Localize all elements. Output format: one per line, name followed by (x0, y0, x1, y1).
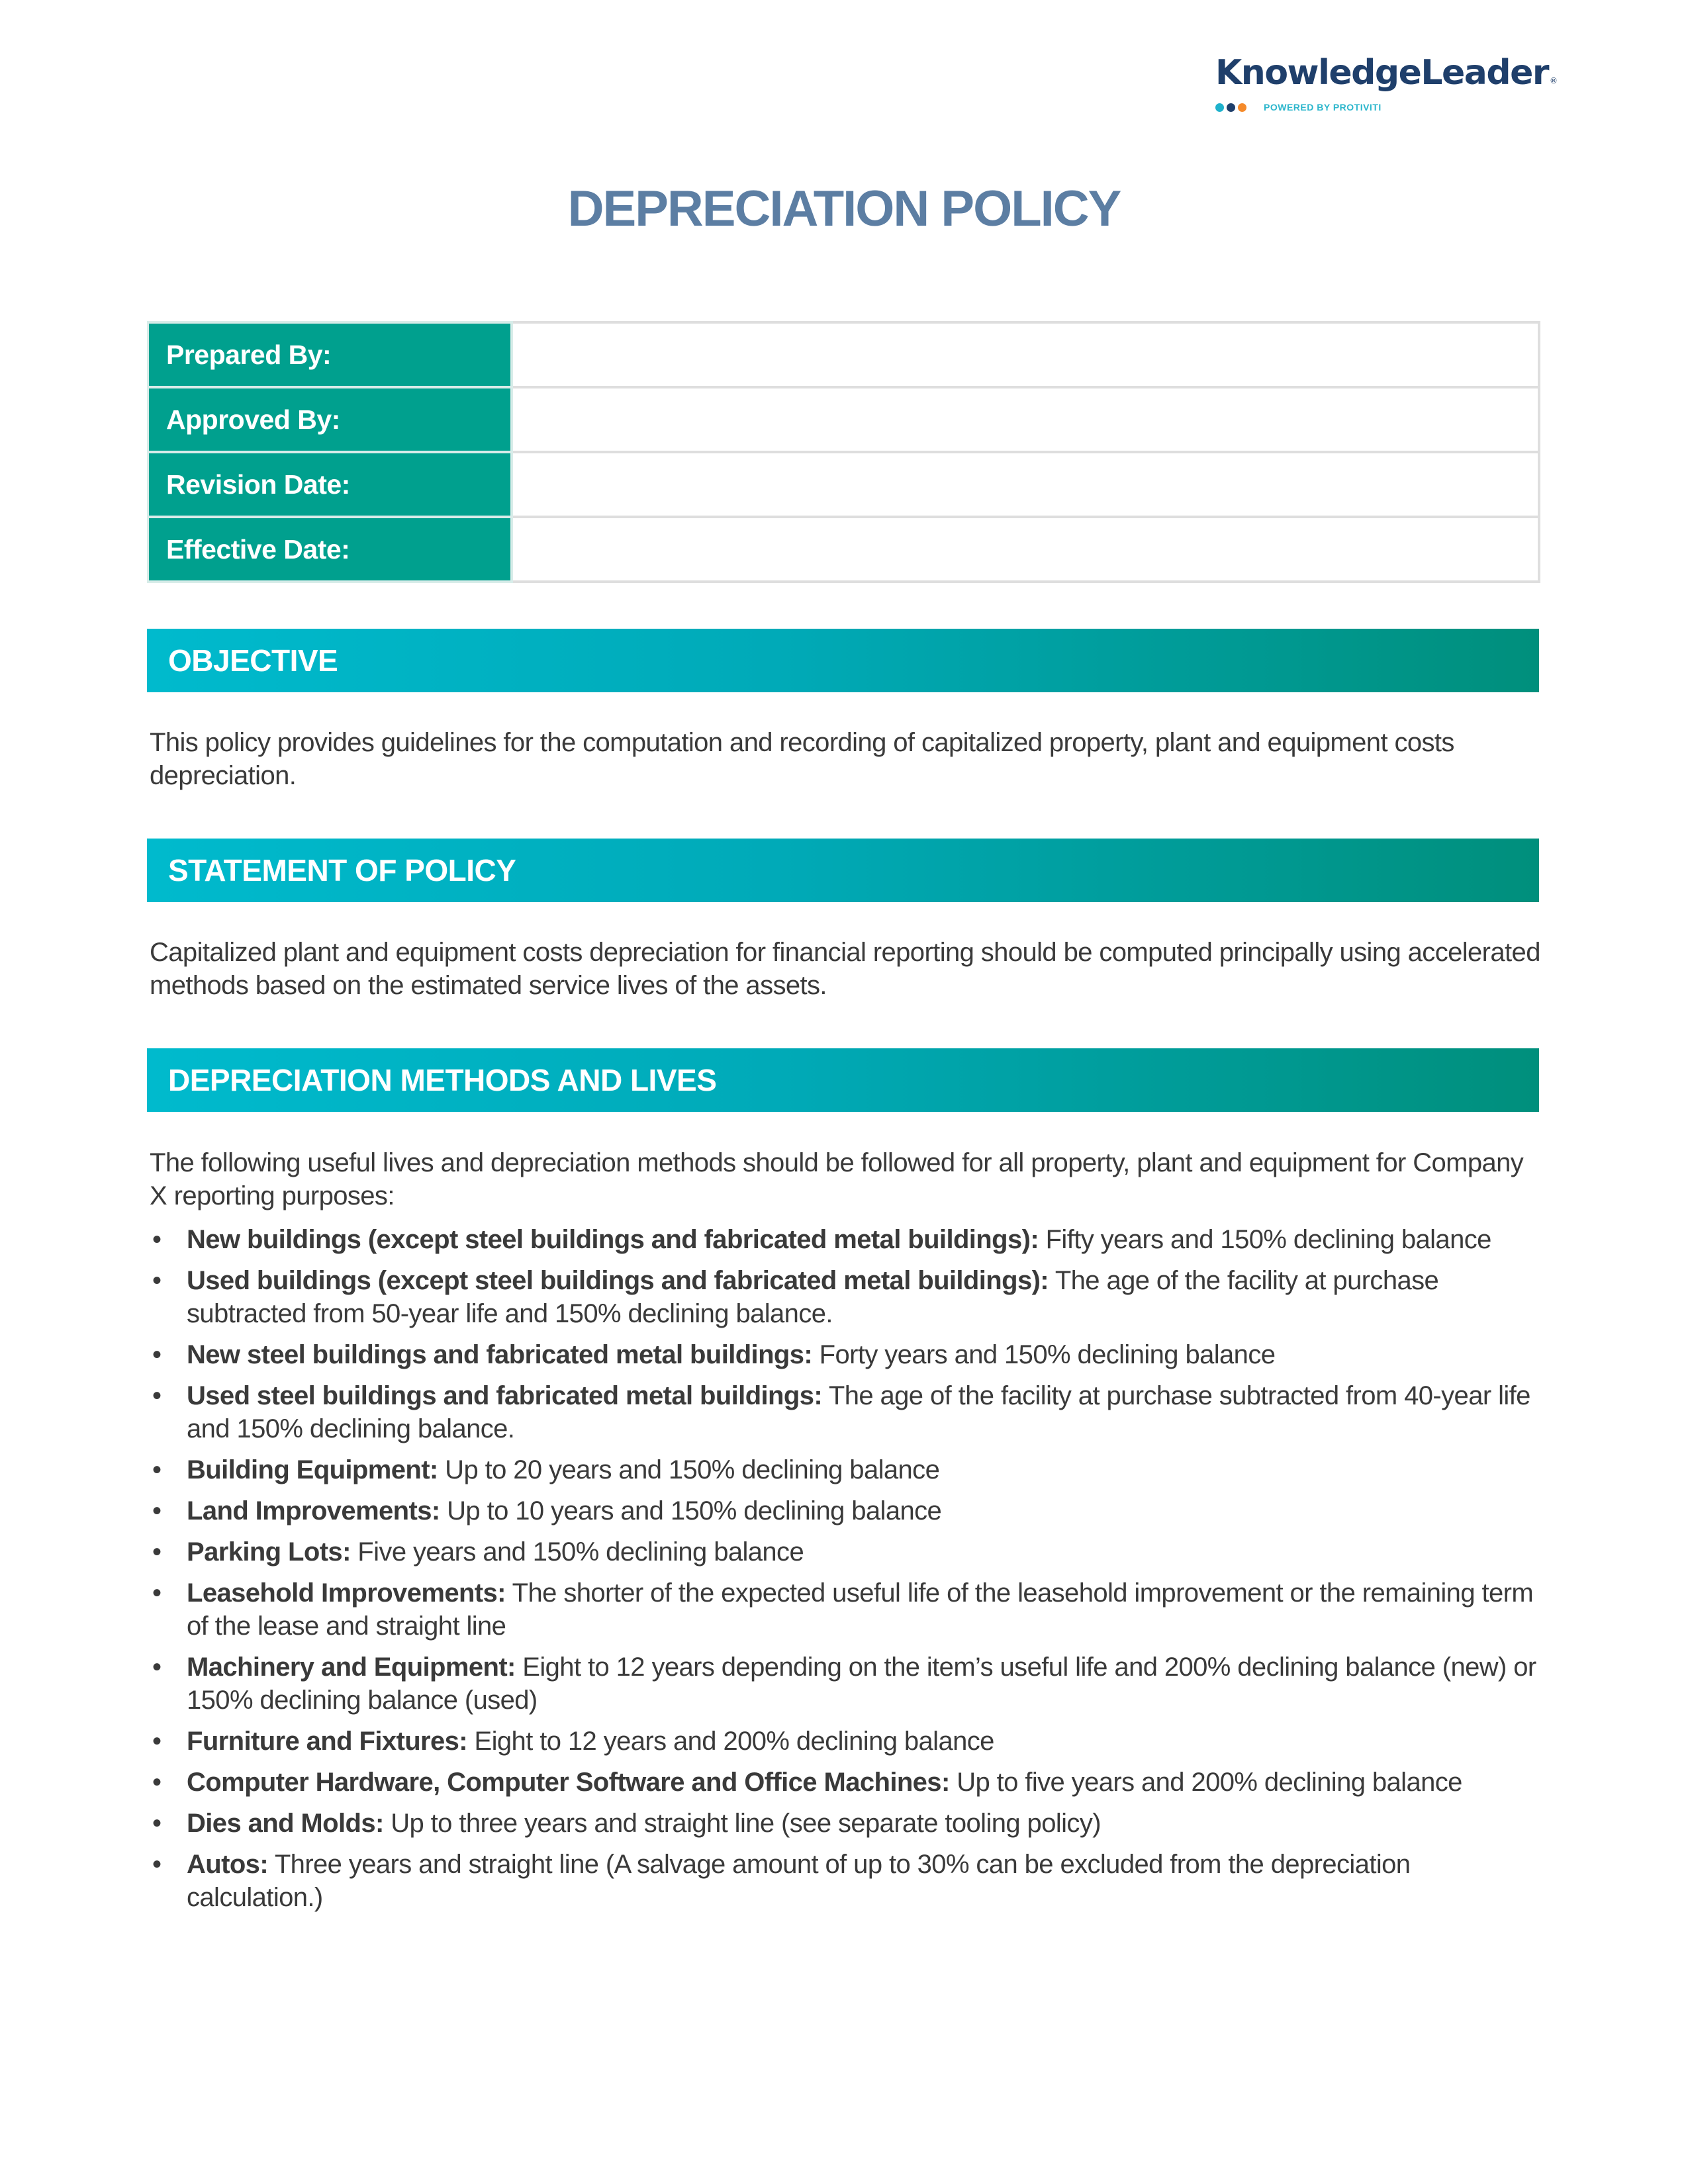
list-item-text: Eight to 12 years and 200% declining balance (467, 1727, 994, 1756)
bullet-icon: • (152, 1496, 162, 1525)
table-row (148, 452, 1540, 517)
list-item-text: Forty years and 150% declining balance (812, 1340, 1276, 1369)
logo-tagline-row (1215, 102, 1533, 113)
list-item-text: Up to 20 years and 150% declining balance (438, 1455, 940, 1484)
list-item-term: Computer Hardware, Computer Software and Office Machines: (187, 1768, 950, 1797)
bullet-icon: • (152, 1727, 162, 1756)
bullet-icon: • (152, 1768, 162, 1797)
list-item-text: Up to 10 years and 150% declining balance (440, 1496, 942, 1525)
list-item-term: Used buildings (except steel buildings and fabricated metal buildings): (187, 1266, 1049, 1295)
bullet-icon: • (152, 1381, 162, 1410)
logo-dot-navy-icon (1227, 103, 1235, 112)
list-item-term: Autos: (187, 1850, 269, 1879)
bullet-icon: • (152, 1225, 162, 1254)
logo-tagline: POWERED BY PROTIVITI (1264, 102, 1382, 113)
approved-by-label: Approved By: (148, 387, 512, 452)
logo-name-text: KnowledgeLeader (1215, 53, 1549, 93)
trademark-symbol: ® (1550, 76, 1557, 85)
list-item-text: The shorter of the expected useful life of the leasehold improvement or the remaining term of the lease and straight line (187, 1578, 1534, 1641)
list-item (150, 1223, 1546, 1256)
document-title: DEPRECIATION POLICY (567, 181, 1121, 237)
revision-date-label: Revision Date: (148, 452, 512, 517)
list-item-text: Five years and 150% declining balance (350, 1537, 804, 1567)
logo-dot-teal-icon (1215, 103, 1224, 112)
list-item (150, 1766, 1546, 1799)
list-item (150, 1494, 1546, 1527)
list-item (150, 1264, 1546, 1330)
list-item-term: New buildings (except steel buildings and fabricated metal buildings): (187, 1225, 1039, 1254)
list-item-text: Up to three years and straight line (see separate tooling policy) (383, 1809, 1101, 1838)
list-item-text: Three years and straight line (A salvage amount of up to 30% can be excluded from the depreciation calculation.) (187, 1850, 1411, 1912)
list-item (150, 1379, 1546, 1445)
effective-date-field[interactable] (512, 517, 1539, 582)
table-row (148, 322, 1540, 387)
list-item-text: Up to five years and 200% declining balance (949, 1768, 1462, 1797)
bullet-icon: • (152, 1537, 162, 1567)
list-item-text: The age of the facility at purchase subtracted from 40-year life and 150% declining balance. (187, 1381, 1530, 1443)
list-item-term: Leasehold Improvements: (187, 1578, 506, 1608)
list-item-term: Building Equipment: (187, 1455, 438, 1484)
list-item (150, 1848, 1546, 1914)
list-item (150, 1338, 1546, 1371)
approved-by-field[interactable] (512, 387, 1539, 452)
list-item-term: Parking Lots: (187, 1537, 351, 1567)
list-item-term: New steel buildings and fabricated metal buildings: (187, 1340, 813, 1369)
section-heading-objective: OBJECTIVE (147, 629, 1539, 692)
list-item (150, 1651, 1546, 1717)
list-item-text: Fifty years and 150% declining balance (1039, 1225, 1491, 1254)
list-item-term: Land Improvements: (187, 1496, 440, 1525)
bullet-icon: • (152, 1850, 162, 1879)
revision-date-field[interactable] (512, 452, 1539, 517)
list-item (150, 1535, 1546, 1569)
list-item-term: Used steel buildings and fabricated metal buildings: (187, 1381, 823, 1410)
effective-date-label: Effective Date: (148, 517, 512, 582)
bullet-icon: • (152, 1809, 162, 1838)
list-item-term: Dies and Molds: (187, 1809, 384, 1838)
knowledgeleader-logo (1215, 53, 1557, 113)
list-item-text: Eight to 12 years depending on the item’s useful life and 200% declining balance (new) or 150% declining balance (used) (187, 1653, 1536, 1715)
table-row (148, 387, 1540, 452)
list-item (150, 1725, 1546, 1758)
list-item-term: Furniture and Fixtures: (187, 1727, 468, 1756)
list-item (150, 1807, 1546, 1840)
bullet-icon: • (152, 1653, 162, 1682)
section-heading-depreciation-methods: DEPRECIATION METHODS AND LIVES (147, 1048, 1539, 1112)
logo-wordmark (1215, 53, 1557, 93)
logo-dot-orange-icon (1238, 103, 1246, 112)
bullet-icon: • (152, 1340, 162, 1369)
table-row (148, 517, 1540, 582)
bullet-icon: • (152, 1266, 162, 1295)
depreciation-methods-intro: The following useful lives and depreciation methods should be followed for all property, plant and equipment for Company X reporting purposes: (150, 1148, 1524, 1210)
prepared-by-field[interactable] (512, 322, 1539, 387)
bullet-icon: • (152, 1578, 162, 1608)
list-item-text: The age of the facility at purchase subtracted from 50-year life and 150% declining balance. (187, 1266, 1439, 1328)
bullet-icon: • (152, 1455, 162, 1484)
prepared-by-label: Prepared By: (148, 322, 512, 387)
document-info-table (147, 321, 1540, 583)
statement-of-policy-paragraph: Capitalized plant and equipment costs depreciation for financial reporting should be computed principally using accelerated methods based on the estimated service lives of the assets. (150, 938, 1540, 1000)
objective-paragraph: This policy provides guidelines for the computation and recording of capitalized property, plant and equipment costs depreciation. (150, 728, 1454, 790)
list-item (150, 1576, 1546, 1643)
section-heading-statement-of-policy: STATEMENT OF POLICY (147, 839, 1539, 902)
list-item-term: Machinery and Equipment: (187, 1653, 516, 1682)
list-item (150, 1453, 1546, 1486)
depreciation-methods-list (150, 1223, 1546, 1922)
